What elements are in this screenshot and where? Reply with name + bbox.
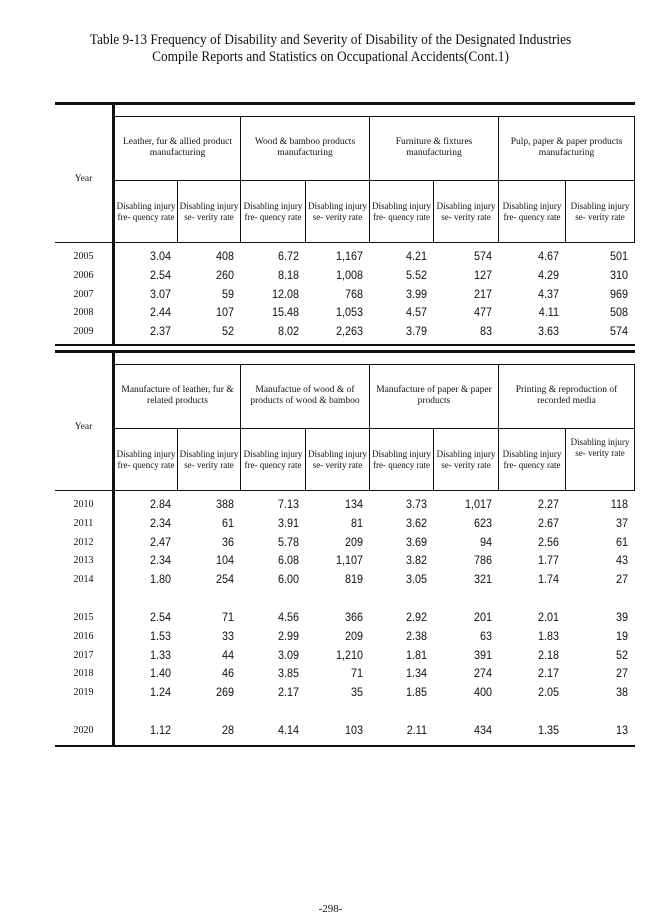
table-row — [55, 249, 635, 264]
severity-rate-cell: 61 — [615, 535, 628, 549]
frequency-rate-cell: 2.56 — [537, 535, 559, 549]
group-header-printing: Printing & reproduction of recorded media — [515, 385, 618, 406]
frequency-rate-cell: 2.34 — [149, 516, 171, 530]
year-cell: 2011 — [73, 518, 94, 529]
severity-rate-cell: 63 — [479, 629, 492, 643]
frequency-rate-cell: 3.05 — [405, 572, 427, 586]
group-header-wood: Wood & bamboo products manufacturing — [254, 137, 356, 158]
severity-rate-cell: 209 — [344, 629, 363, 643]
subheader-severity: Disabling injury se- verity rate — [179, 201, 239, 222]
frequency-rate-cell: 3.62 — [405, 516, 427, 530]
severity-rate-cell: 269 — [215, 685, 234, 699]
subheader-frequency: Disabling injury fre- quency rate — [243, 201, 303, 222]
frequency-rate-cell: 4.21 — [405, 249, 427, 263]
severity-rate-cell: 501 — [609, 249, 628, 263]
title-line-1: Table 9-13 Frequency of Disability and Severity of Disability of the Designated Industries — [89, 32, 572, 48]
table-2005-2009 — [55, 102, 635, 346]
year-cell: 2019 — [73, 687, 94, 698]
severity-rate-cell: 209 — [344, 535, 363, 549]
frequency-rate-cell: 3.85 — [277, 666, 299, 680]
subheader-frequency: Disabling injury fre- quency rate — [372, 449, 431, 470]
severity-rate-cell: 201 — [473, 610, 492, 624]
group-header-leather: Manufacture of leather, fur & related products — [121, 385, 234, 406]
year-cell: 2015 — [73, 612, 94, 623]
severity-rate-cell: 768 — [344, 287, 363, 301]
frequency-rate-cell: 1.24 — [149, 685, 171, 699]
frequency-rate-cell: 2.05 — [537, 685, 559, 699]
severity-rate-cell: 366 — [344, 610, 363, 624]
frequency-rate-cell: 1.77 — [537, 553, 559, 567]
frequency-rate-cell: 2.27 — [537, 497, 559, 511]
frequency-rate-cell: 2.54 — [149, 610, 171, 624]
table-row — [55, 723, 635, 738]
group-header-furniture: Furniture & fixtures manufacturing — [395, 137, 473, 158]
frequency-rate-cell: 2.38 — [405, 629, 427, 643]
subheader-severity: Disabling injury se- verity rate — [308, 201, 367, 222]
table-title — [26, 32, 634, 66]
severity-rate-cell: 623 — [473, 516, 492, 530]
frequency-rate-cell: 8.02 — [277, 324, 299, 338]
subheader-frequency: Disabling injury fre- quency rate — [502, 449, 562, 470]
year-cell: 2016 — [73, 631, 94, 642]
frequency-rate-cell: 3.69 — [405, 535, 427, 549]
year-cell: 2012 — [73, 537, 94, 548]
severity-rate-cell: 321 — [473, 572, 492, 586]
frequency-rate-cell: 8.18 — [277, 268, 299, 282]
frequency-rate-cell: 3.63 — [537, 324, 559, 338]
severity-rate-cell: 52 — [221, 324, 234, 338]
severity-rate-cell: 59 — [221, 287, 234, 301]
severity-rate-cell: 477 — [473, 305, 492, 319]
frequency-rate-cell: 2.99 — [277, 629, 299, 643]
severity-rate-cell: 27 — [615, 666, 628, 680]
severity-rate-cell: 43 — [615, 553, 628, 567]
severity-rate-cell: 969 — [609, 287, 628, 301]
severity-rate-cell: 819 — [344, 572, 363, 586]
table-row — [55, 648, 635, 663]
severity-rate-cell: 786 — [473, 553, 492, 567]
frequency-rate-cell: 2.11 — [406, 723, 427, 737]
table-row — [55, 685, 635, 700]
group-header-wood: Manufactue of wood & of products of wood & bamboo — [250, 385, 360, 406]
severity-rate-cell: 408 — [215, 249, 234, 263]
severity-rate-cell: 254 — [215, 572, 234, 586]
frequency-rate-cell: 6.08 — [277, 553, 299, 567]
frequency-rate-cell: 4.11 — [538, 305, 559, 319]
severity-rate-cell: 35 — [350, 685, 363, 699]
severity-rate-cell: 44 — [221, 648, 234, 662]
severity-rate-cell: 574 — [473, 249, 492, 263]
severity-rate-cell: 28 — [221, 723, 234, 737]
severity-rate-cell: 1,008 — [335, 268, 363, 282]
frequency-rate-cell: 1.85 — [405, 685, 427, 699]
subheader-severity: Disabling injury se- verity rate — [570, 437, 630, 458]
severity-rate-cell: 81 — [350, 516, 363, 530]
subheader-frequency: Disabling injury fre- quency rate — [243, 449, 303, 470]
severity-rate-cell: 94 — [479, 535, 492, 549]
frequency-rate-cell: 1.83 — [537, 629, 559, 643]
severity-rate-cell: 39 — [615, 610, 628, 624]
severity-rate-cell: 46 — [221, 666, 234, 680]
severity-rate-cell: 388 — [215, 497, 234, 511]
subheader-severity: Disabling injury se- verity rate — [308, 449, 367, 470]
frequency-rate-cell: 1.53 — [149, 629, 171, 643]
severity-rate-cell: 2,263 — [335, 324, 363, 338]
severity-rate-cell: 274 — [473, 666, 492, 680]
severity-rate-cell: 103 — [344, 723, 363, 737]
severity-rate-cell: 27 — [615, 572, 628, 586]
severity-rate-cell: 118 — [610, 497, 628, 511]
group-header-leather: Leather, fur & allied product manufacturing — [122, 137, 233, 158]
year-cell: 2005 — [73, 251, 94, 262]
severity-rate-cell: 104 — [215, 553, 234, 567]
frequency-rate-cell: 12.08 — [271, 287, 299, 301]
frequency-rate-cell: 5.78 — [277, 535, 299, 549]
severity-rate-cell: 71 — [221, 610, 234, 624]
frequency-rate-cell: 2.37 — [149, 324, 171, 338]
severity-rate-cell: 52 — [615, 648, 628, 662]
page-number: -298- — [318, 903, 343, 915]
frequency-rate-cell: 1.34 — [405, 666, 427, 680]
table-row — [55, 324, 635, 339]
frequency-rate-cell: 3.07 — [149, 287, 171, 301]
severity-rate-cell: 1,053 — [335, 305, 363, 319]
frequency-rate-cell: 1.74 — [537, 572, 559, 586]
frequency-rate-cell: 2.47 — [149, 535, 171, 549]
severity-rate-cell: 127 — [473, 268, 492, 282]
severity-rate-cell: 134 — [344, 497, 363, 511]
table-2010-2020 — [55, 350, 635, 747]
frequency-rate-cell: 15.48 — [271, 305, 299, 319]
severity-rate-cell: 1,107 — [335, 553, 363, 567]
frequency-rate-cell: 2.17 — [277, 685, 299, 699]
frequency-rate-cell: 7.13 — [277, 497, 299, 511]
subheader-severity: Disabling injury se- verity rate — [179, 449, 239, 470]
subheader-severity: Disabling injury se- verity rate — [570, 201, 630, 222]
year-cell: 2018 — [73, 668, 94, 679]
title-line-2: Compile Reports and Statistics on Occupational Accidents(Cont.1) — [152, 49, 509, 65]
severity-rate-cell: 38 — [615, 685, 628, 699]
year-cell: 2009 — [73, 326, 94, 337]
group-header-pulp-paper: Pulp, paper & paper products manufacturing — [510, 137, 623, 158]
severity-rate-cell: 574 — [609, 324, 628, 338]
severity-rate-cell: 36 — [221, 535, 234, 549]
frequency-rate-cell: 2.67 — [537, 516, 559, 530]
table-row — [55, 553, 635, 568]
frequency-rate-cell: 2.17 — [537, 666, 559, 680]
frequency-rate-cell: 2.84 — [149, 497, 171, 511]
severity-rate-cell: 310 — [609, 268, 628, 282]
subheader-frequency: Disabling injury fre- quency rate — [116, 201, 176, 222]
subheader-frequency: Disabling injury fre- quency rate — [116, 449, 176, 470]
table-row — [55, 516, 635, 531]
subheader-severity: Disabling injury se- verity rate — [436, 201, 496, 222]
table-row — [55, 497, 635, 512]
frequency-rate-cell: 1.81 — [405, 648, 427, 662]
frequency-rate-cell: 4.37 — [537, 287, 559, 301]
frequency-rate-cell: 4.14 — [277, 723, 299, 737]
table-row — [55, 572, 635, 587]
year-cell: 2014 — [73, 574, 94, 585]
year-header: Year — [74, 421, 93, 432]
table-row — [55, 629, 635, 644]
severity-rate-cell: 400 — [473, 685, 492, 699]
severity-rate-cell: 83 — [479, 324, 492, 338]
severity-rate-cell: 1,017 — [464, 497, 492, 511]
frequency-rate-cell: 6.00 — [277, 572, 299, 586]
frequency-rate-cell: 2.01 — [537, 610, 559, 624]
frequency-rate-cell: 4.56 — [277, 610, 299, 624]
severity-rate-cell: 217 — [473, 287, 492, 301]
severity-rate-cell: 434 — [473, 723, 492, 737]
frequency-rate-cell: 2.54 — [149, 268, 171, 282]
year-cell: 2006 — [73, 270, 94, 281]
group-header-paper: Manufacture of paper & paper products — [376, 385, 492, 406]
subheader-frequency: Disabling injury fre- quency rate — [372, 201, 431, 222]
severity-rate-cell: 260 — [215, 268, 234, 282]
frequency-rate-cell: 2.34 — [149, 553, 171, 567]
severity-rate-cell: 107 — [215, 305, 234, 319]
severity-rate-cell: 37 — [615, 516, 628, 530]
year-cell: 2010 — [73, 499, 94, 510]
frequency-rate-cell: 3.09 — [277, 648, 299, 662]
frequency-rate-cell: 3.91 — [277, 516, 299, 530]
year-cell: 2017 — [73, 650, 94, 661]
frequency-rate-cell: 3.79 — [405, 324, 427, 338]
table-row — [55, 666, 635, 681]
year-cell: 2013 — [73, 555, 94, 566]
severity-rate-cell: 71 — [350, 666, 363, 680]
frequency-rate-cell: 6.72 — [277, 249, 299, 263]
frequency-rate-cell: 4.67 — [537, 249, 559, 263]
year-cell: 2008 — [73, 307, 94, 318]
year-cell: 2020 — [73, 725, 94, 736]
table-row — [55, 610, 635, 625]
table-row — [55, 287, 635, 302]
frequency-rate-cell: 2.18 — [537, 648, 559, 662]
frequency-rate-cell: 1.12 — [149, 723, 171, 737]
severity-rate-cell: 61 — [221, 516, 234, 530]
year-header: Year — [74, 173, 93, 184]
frequency-rate-cell: 3.04 — [149, 249, 171, 263]
subheader-severity: Disabling injury se- verity rate — [436, 449, 496, 470]
frequency-rate-cell: 2.92 — [405, 610, 427, 624]
frequency-rate-cell: 3.99 — [405, 287, 427, 301]
severity-rate-cell: 1,210 — [335, 648, 363, 662]
frequency-rate-cell: 4.29 — [537, 268, 559, 282]
severity-rate-cell: 13 — [615, 723, 628, 737]
table-row — [55, 535, 635, 550]
severity-rate-cell: 508 — [609, 305, 628, 319]
severity-rate-cell: 19 — [615, 629, 628, 643]
frequency-rate-cell: 5.52 — [405, 268, 427, 282]
year-cell: 2007 — [73, 289, 94, 300]
frequency-rate-cell: 1.80 — [149, 572, 171, 586]
subheader-frequency: Disabling injury fre- quency rate — [502, 201, 562, 222]
frequency-rate-cell: 1.35 — [537, 723, 559, 737]
severity-rate-cell: 1,167 — [335, 249, 363, 263]
frequency-rate-cell: 2.44 — [149, 305, 171, 319]
frequency-rate-cell: 3.82 — [405, 553, 427, 567]
severity-rate-cell: 391 — [473, 648, 492, 662]
frequency-rate-cell: 4.57 — [405, 305, 427, 319]
frequency-rate-cell: 1.33 — [149, 648, 171, 662]
table-row — [55, 268, 635, 283]
frequency-rate-cell: 3.73 — [405, 497, 427, 511]
frequency-rate-cell: 1.40 — [149, 666, 171, 680]
table-row — [55, 305, 635, 320]
severity-rate-cell: 33 — [221, 629, 234, 643]
